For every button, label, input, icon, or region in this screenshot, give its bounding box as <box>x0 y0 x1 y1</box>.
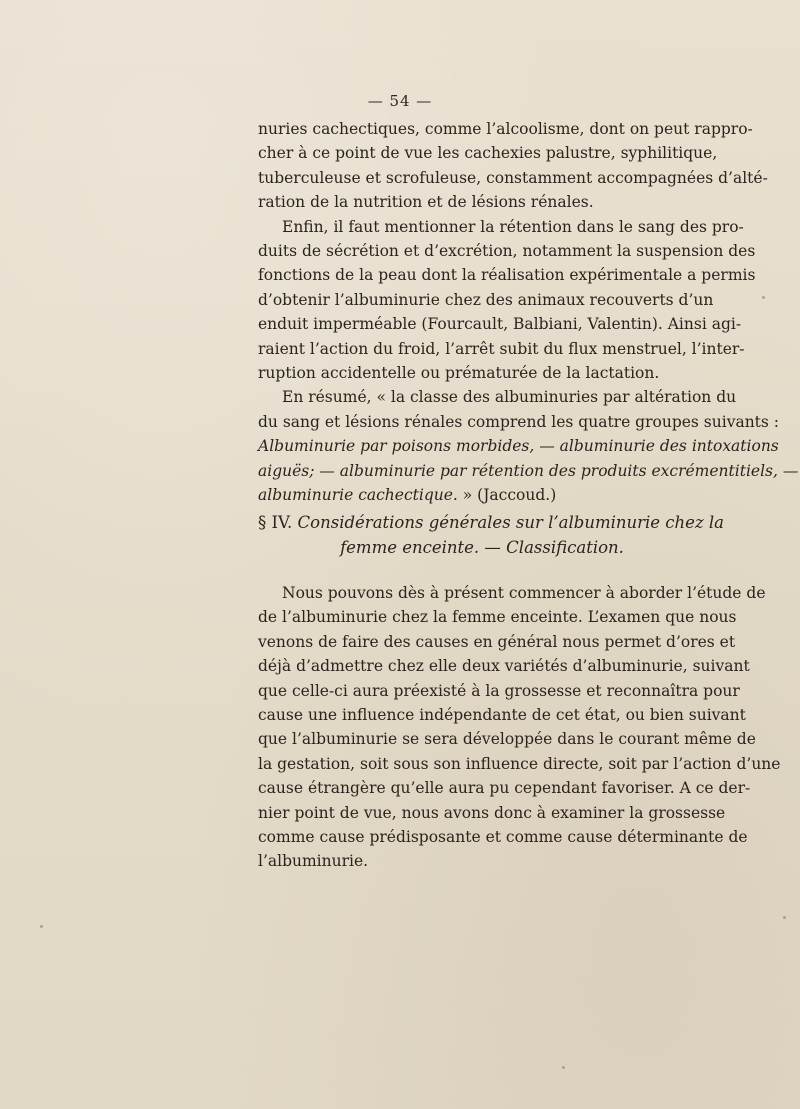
paragraph-2-line: duits de sécrétion et d’excrétion, notamment la suspension des <box>258 242 756 261</box>
section-mark: § IV. <box>258 513 293 532</box>
paragraph-1-line: tuberculeuse et scrofuleuse, constamment accompagnées d’alté- <box>258 168 768 187</box>
paragraph-4-line: venons de faire des causes en général nous permet d’ores et <box>258 632 736 651</box>
paragraph-4-line: de l’albuminurie chez la femme enceinte. L’examen que nous <box>258 608 737 627</box>
paragraph-1-line: nuries cachectiques, comme l’alcoolisme, dont on peut rappro- <box>258 120 753 138</box>
paragraph-4-line: cause une influence indépendante de cet état, ou bien suivant <box>258 706 746 725</box>
paper-speck <box>762 296 765 299</box>
paragraph-4-line: comme cause prédisposante et comme cause déterminante de <box>258 828 748 847</box>
paragraph-4-line: la gestation, soit sous son influence directe, soit par l’action d’une <box>258 754 781 773</box>
paragraph-4-line: que celle-ci aura préexisté à la grossesse et reconnaîtra pour <box>258 681 740 700</box>
paper-speck <box>562 1066 565 1069</box>
paragraph-3-final-line <box>258 483 706 507</box>
paragraph-4-line: l’albuminurie. <box>258 852 369 871</box>
citation: » (Jaccoud.) <box>457 486 557 505</box>
section-heading <box>258 510 724 560</box>
paper-speck <box>783 916 786 919</box>
paragraph-3-line: du sang et lésions rénales comprend les quatre groupes suivants : <box>258 412 780 431</box>
section-title-part-1: Considérations générales sur l’albuminurie chez la <box>297 513 724 532</box>
section-heading-line-1 <box>258 510 724 535</box>
paragraph-3-line: En résumé, « la classe des albuminuries par altération du <box>282 388 737 407</box>
paragraph-4-line: cause étrangère qu’elle aura pu cependant favoriser. A ce der- <box>258 779 751 798</box>
paragraph-3-line-italic: aiguës; — albuminurie par rétention des produits excrémentitiels, — <box>258 461 799 480</box>
paragraph-2-line: d’obtenir l’albuminurie chez des animaux recouverts d’un <box>258 290 714 309</box>
paragraph-4-line: déjà d’admettre chez elle deux variétés d’albuminurie, suivant <box>258 657 750 676</box>
section-heading-line-2: femme enceinte. — Classification. <box>340 538 624 557</box>
paragraph-3-line-italic: Albuminurie par poisons morbides, — albuminurie des intoxations <box>258 437 779 456</box>
paragraph-2-line: fonctions de la peau dont la réalisation expérimentale a permis <box>258 266 756 285</box>
paragraph-2-line: Enfin, il faut mentionner la rétention dans le sang des pro- <box>282 217 744 236</box>
text-block-bottom <box>258 581 781 874</box>
italic-phrase: albuminurie cachectique. <box>258 486 458 505</box>
paper-speck <box>40 925 43 928</box>
paragraph-4-line: Nous pouvons dès à présent commencer à aborder l’étude de <box>282 584 766 602</box>
text-block-top <box>258 117 799 508</box>
paragraph-2-line: raient l’action du froid, l’arrêt subit du flux menstruel, l’inter- <box>258 339 745 358</box>
paragraph-2-line: ruption accidentelle ou prématurée de la lactation. <box>258 364 660 383</box>
page-number: — 54 — <box>367 92 433 110</box>
paragraph-4-line: nier point de vue, nous avons donc à examiner la grossesse <box>258 803 726 822</box>
paragraph-2-line: enduit imperméable (Fourcault, Balbiani, Valentin). Ainsi agi- <box>258 315 742 334</box>
paragraph-4-line: que l’albuminurie se sera développée dans le courant même de <box>258 730 756 749</box>
paragraph-1-line: ration de la nutrition et de lésions rénales. <box>258 193 594 212</box>
paragraph-1-line: cher à ce point de vue les cachexies palustre, syphilitique, <box>258 144 718 163</box>
